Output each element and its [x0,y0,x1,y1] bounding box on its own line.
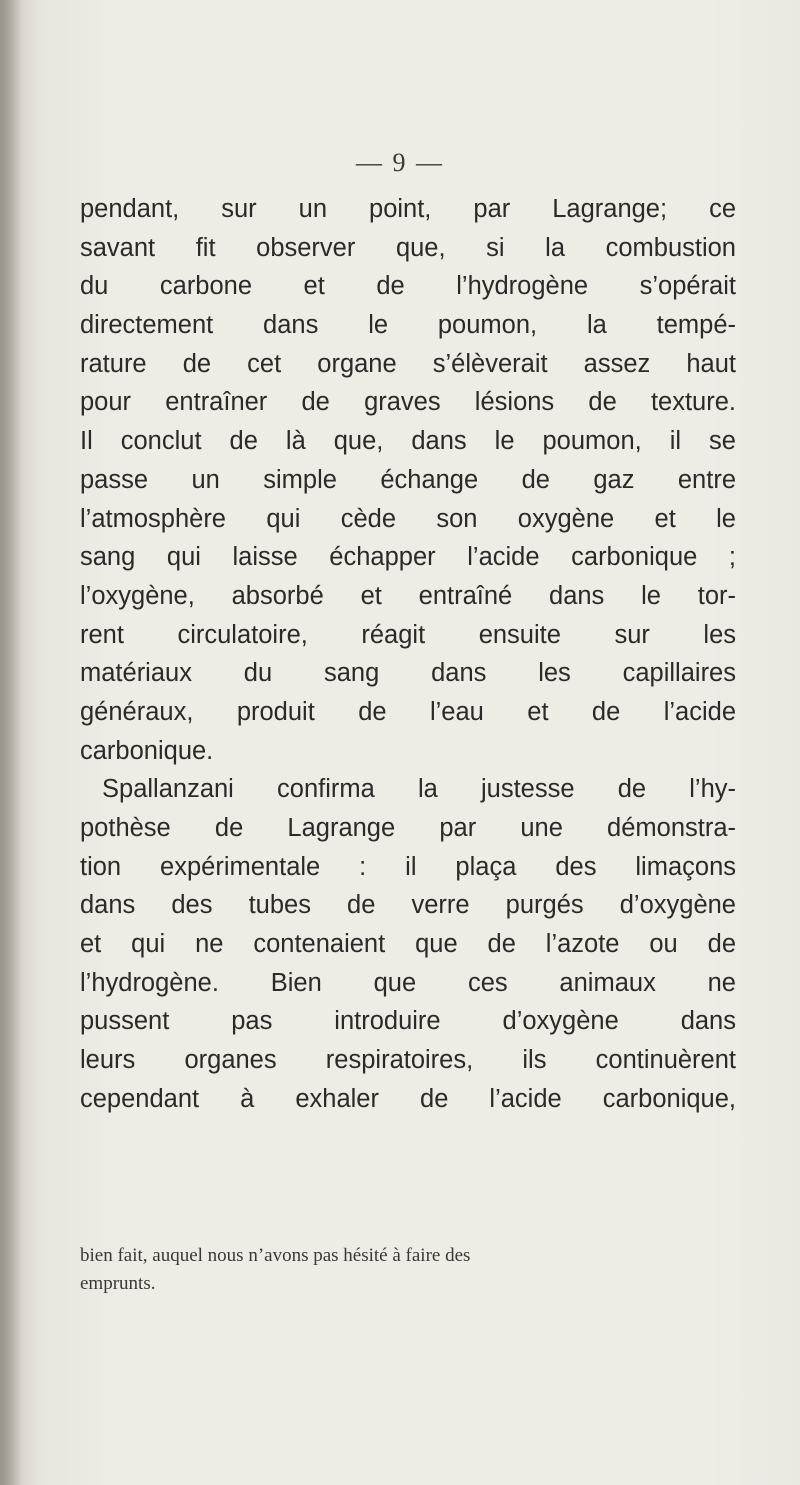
text-line: généraux, produit de l’eau et de l’acide [80,697,736,726]
text-line: carbonique. [80,736,214,765]
text-line: rent circulatoire, réagit ensuite sur les [80,620,736,649]
text-line: sang qui laisse échapper l’acide carbonique ; [80,543,736,572]
text-line: rature de cet organe s’élèverait assez haut [80,349,736,378]
gutter-shadow [0,0,22,1485]
text-line: pour entraîner de graves lésions de texture. [80,388,736,417]
text-line: passe un simple échange de gaz entre [80,465,736,494]
footnote [80,1242,736,1298]
text-line: l’hydrogène. Bien que ces animaux ne [80,968,736,997]
text-line: l’atmosphère qui cède son oxygène et le [80,504,736,533]
text-line: leurs organes respiratoires, ils continuèrent [80,1046,736,1075]
text-line: dans des tubes de verre purgés d’oxygène [80,891,736,920]
footnote-line: bien fait, auquel nous n’avons pas hésité à faire des [80,1245,471,1266]
text-line: l’oxygène, absorbé et entraîné dans le tor- [80,581,736,610]
text-line: Spallanzani confirma la justesse de l’hy- [102,775,736,804]
text-line: et qui ne contenaient que de l’azote ou de [80,930,736,959]
text-line: pothèse de Lagrange par une démonstra- [80,814,736,842]
text-line: savant fit observer que, si la combustion [80,233,736,262]
text-line: matériaux du sang dans les capillaires [80,659,736,688]
footnote-line: emprunts. [80,1273,156,1294]
text-line: tion expérimentale : il plaça des limaçons [80,852,736,881]
text-line: cependant à exhaler de l’acide carbonique, [80,1084,736,1113]
body-text [80,190,736,1119]
text-line: Il conclut de là que, dans le poumon, il se [80,427,736,456]
text-line: pussent pas introduire d’oxygène dans [80,1007,736,1036]
text-line: pendant, sur un point, par Lagrange; ce [80,195,736,223]
page-number: — 9 — [356,148,444,177]
text-line: du carbone et de l’hydrogène s’opérait [80,272,736,301]
text-line: directement dans le poumon, la tempé- [80,311,736,340]
